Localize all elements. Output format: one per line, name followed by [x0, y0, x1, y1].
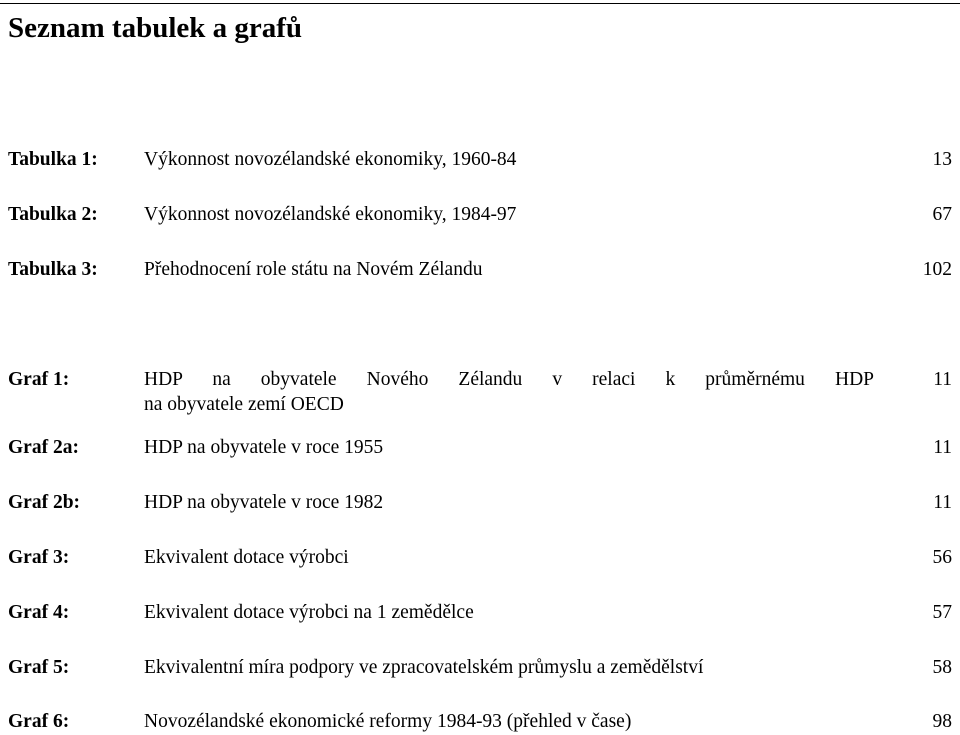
entry-text: Ekvivalent dotace výrobci na 1 zemědělce: [144, 602, 474, 623]
entry-text: Výkonnost novozélandské ekonomiky, 1960-84: [144, 149, 517, 170]
entry-text: Výkonnost novozélandské ekonomiky, 1984-97: [144, 204, 517, 225]
entry-text-continuation: na obyvatele zemí OECD: [144, 394, 344, 415]
entry-page-number: 56: [932, 547, 952, 568]
entry-page-number: 11: [933, 492, 952, 513]
entry-page-number: 11: [933, 369, 952, 390]
entry-label: Tabulka 1:: [8, 149, 98, 170]
entry-text: Ekvivalent dotace výrobci: [144, 547, 349, 568]
entry-label: Tabulka 2:: [8, 204, 98, 225]
entry-page-number: 98: [932, 711, 952, 732]
entry-label: Graf 1:: [8, 369, 70, 390]
entry-label: Graf 2b:: [8, 492, 81, 513]
entry-text: HDP na obyvatele v roce 1955: [144, 437, 384, 458]
entry-page-number: 57: [932, 602, 952, 623]
top-rule: [0, 3, 960, 4]
entry-page-number: 11: [933, 437, 952, 458]
entry-text: Ekvivalentní míra podpory ve zpracovatelském průmyslu a zemědělství: [144, 657, 704, 678]
entry-page-number: 102: [922, 259, 952, 280]
entry-label: Graf 2a:: [8, 437, 79, 458]
entry-page-number: 67: [932, 204, 952, 225]
page-title: Seznam tabulek a grafů: [8, 12, 303, 44]
entry-label: Graf 5:: [8, 657, 70, 678]
entry-label: Graf 6:: [8, 711, 70, 732]
entry-text: HDP na obyvatele Nového Zélandu v relaci k průměrnému HDP: [144, 369, 874, 390]
entry-text: Novozélandské ekonomické reformy 1984-93 (přehled v čase): [144, 711, 632, 732]
entry-page-number: 13: [932, 149, 952, 170]
entry-page-number: 58: [932, 657, 952, 678]
entry-text: HDP na obyvatele v roce 1982: [144, 492, 384, 513]
entry-label: Tabulka 3:: [8, 259, 98, 280]
entry-label: Graf 4:: [8, 602, 70, 623]
entry-text: Přehodnocení role státu na Novém Zélandu: [144, 259, 483, 280]
entry-label: Graf 3:: [8, 547, 70, 568]
